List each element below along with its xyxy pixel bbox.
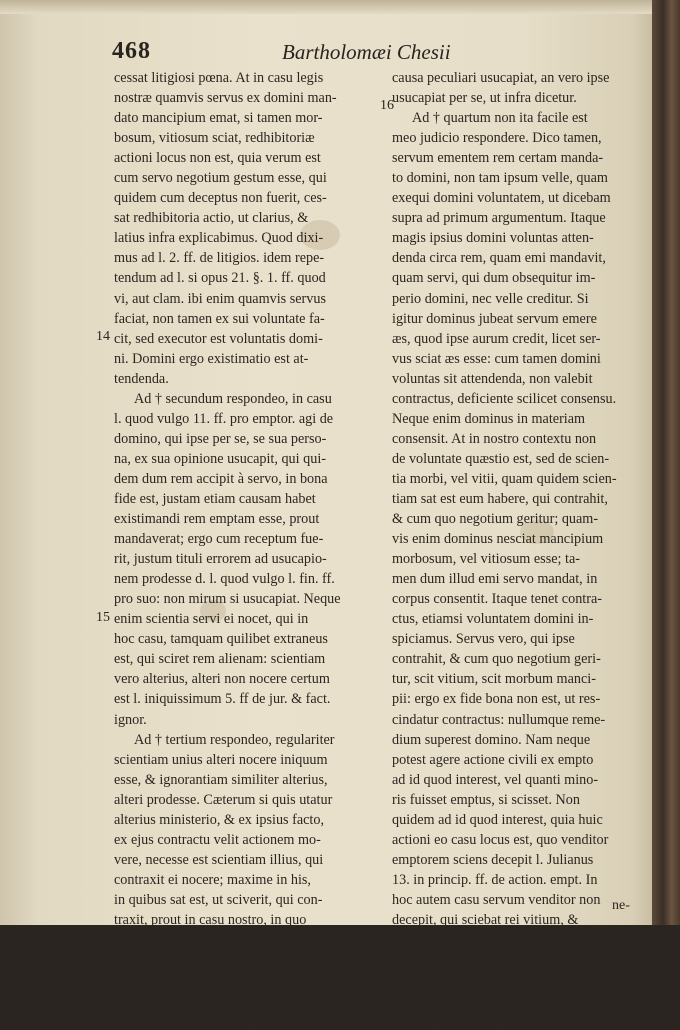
margin-number: 14	[96, 329, 110, 344]
text-line: Neque enim dominus in materiam	[392, 410, 586, 427]
text-line: sed servus, cui in hoc, & in cæteris	[392, 992, 591, 1009]
text-line: consensit. At in nostro contextu non	[392, 430, 597, 447]
text-line: agere velit: scientiam servi attendi ne-	[114, 972, 331, 989]
text-line: sat redhibitoria actio, ut clarius, &	[114, 210, 309, 227]
text-line: tendum ad l. si opus 21. §. 1. ff. quod	[114, 270, 326, 287]
text-line: etiam quanti minoris fuisset empturus,	[392, 952, 610, 969]
text-line: cindatur contractus: nullumque reme-	[392, 711, 606, 728]
text-line: tur, scit vitium, scit morbum manci-	[392, 671, 596, 688]
text-line: potest agere actione civili ex empto	[392, 751, 594, 768]
text-line: ad id quod interest, vel quanti mino-	[392, 771, 599, 788]
text-line: men dum illud emi servo mandat, in	[392, 571, 598, 588]
text-line: ris fuisset emptus, si scisset. Non	[392, 791, 580, 808]
text-line: minus, & ex contractu servi dominus	[114, 952, 324, 969]
text-line: vis enim dominus nesciat mancipium	[392, 531, 604, 548]
text-line: nem prodesse d. l. quod vulgo l. fin. ff.	[114, 571, 335, 588]
text-line: scientiam unius alteri nocere iniquum	[114, 751, 328, 768]
text-line: quidem ad id quod interest, quia huic	[392, 811, 603, 828]
left-column	[114, 68, 376, 1030]
margin-number: 15	[96, 610, 110, 625]
text-line: usucapiat per se, ut infra dicetur.	[392, 90, 577, 107]
text-line: vi, aut clam. ibi enim quamvis servus	[114, 290, 326, 307]
text-line: quam servi, qui dum obsequitur im-	[392, 270, 596, 287]
page-header	[112, 38, 592, 68]
text-line: to domini, non tam ipsum velle, quam	[392, 170, 608, 187]
text-line: mus ad l. 2. ff. de litigios. idem repe-	[114, 250, 325, 267]
text-line: hoc casu, tamquam quilibet extraneus	[114, 631, 328, 648]
text-line: quidem cum deceptus non fuerit, ces-	[114, 190, 327, 207]
text-line: exequi domini voluntatem, ut dicebam	[392, 190, 611, 207]
text-line: domino, qui ipse per se, se sua perso-	[114, 430, 327, 447]
text-line: latius infra explicabimus. Quod dixi-	[114, 230, 324, 247]
text-line: est l. iniquissimum 5. ff de jur. & fact.	[114, 691, 331, 708]
text-line: contrahit, & cum quo negotium geri-	[392, 651, 601, 668]
catchword: ne-	[612, 898, 630, 913]
text-line: fide est, justam etiam causam habet	[114, 490, 316, 507]
text-line: spiciamus. Servus vero, qui ipse	[392, 631, 575, 648]
text-line: causa peculiari usucapiat, an vero ipse	[392, 70, 610, 86]
text-line: existimandi rem emptam esse, prout	[114, 511, 320, 528]
text-line: emptorem sciens decepit l. Julianus	[392, 851, 594, 868]
text-line: l. quod vulgo 11. ff. pro emptor. agi de	[114, 410, 334, 427]
text-line: de voluntate quæstio est, sed de scien-	[392, 450, 610, 467]
text-line: actioni locus non est, quia verum est	[114, 150, 321, 167]
text-line: æs, quod ipse aurum credit, licet ser-	[392, 330, 601, 347]
text-line: vero alterius, alteri non nocere certum	[114, 671, 330, 688]
text-line: mandaverat; ergo cum receptum fue-	[114, 531, 324, 548]
text-line: Ad † quartum non ita facile est	[412, 110, 588, 127]
text-line: ni. Domini ergo existimatio est at-	[114, 350, 309, 367]
text-line: vus sciat æs esse: cum tamen domini	[392, 350, 601, 367]
text-line: servum ementem rem certam manda-	[392, 150, 604, 167]
text-line: contraxit ei nocere; maxime in his,	[114, 871, 311, 888]
text-line: Ad † tertium respondeo, regulariter	[134, 731, 335, 748]
text-line: bosum, vitiosum sciat, redhibitoriæ	[114, 130, 315, 147]
text-line: corpus consentit. Itaque tenet contra-	[392, 591, 602, 608]
page-number: 468	[112, 38, 151, 64]
text-line: meo judicio respondere. Dico tamen,	[392, 130, 602, 147]
text-line: pii: ergo ex fide bona non est, ut res-	[392, 691, 601, 708]
text-line: magis ipsius domini voluntas atten-	[392, 230, 594, 247]
book-spine	[652, 0, 680, 925]
page-top-edge	[0, 0, 652, 14]
text-line: ex ejus contractu velit actionem mo-	[114, 831, 321, 848]
text-line: dato mancipium emat, si tamen mor-	[114, 110, 323, 127]
text-line: igitur dominus jubeat servum emere	[392, 310, 597, 327]
text-line: 13. in princip. ff. de action. empt. In	[392, 871, 598, 888]
text-line: tendenda.	[114, 370, 169, 387]
text-line: decepit, qui sciebat rei vitium, &	[392, 911, 579, 928]
text-line: faciat, non tamen ex sui voluntate fa-	[114, 310, 325, 327]
text-line: cum quo negotium contraxit. Nec	[392, 932, 583, 949]
text-line: pro suo: non mirum si usucapiat. Neque	[114, 591, 341, 608]
text-line: cessat litigiosi pœna. At in casu legis	[114, 70, 324, 86]
running-head: Bartholomæi Chesii	[282, 40, 451, 64]
text-line: actioni eo casu locus est, quo venditor	[392, 831, 609, 848]
text-line: alterius ministerio, & ex ipsius facto,	[114, 811, 325, 828]
text-line: est, qui sciret rem alienam: scientiam	[114, 651, 326, 668]
text-line: supra ad primum argumentum. Itaque	[392, 210, 606, 227]
text-line: tiam sat est eum habere, qui contrahit,	[392, 490, 608, 507]
text-line: Ad † secundum respondeo, in casu	[134, 390, 332, 407]
text-line: denda circa rem, quam emi mandavit,	[392, 250, 606, 267]
text-line: hoc autem casu servum venditor non	[392, 891, 601, 908]
text-line: na, ex sua opinione usucapit, qui qui-	[114, 450, 326, 467]
text-line: alteri prodesse. Cæterum si quis utatur	[114, 791, 333, 808]
text-line: cum servo negotium gestum esse, qui	[114, 170, 327, 187]
text-line: enim scientia servi ei nocet, qui in	[114, 611, 309, 628]
text-line: dium superest domino. Nam neque	[392, 731, 591, 748]
text-line: quia pretium ipse dominus non dixit,	[392, 972, 601, 989]
text-line: ctus, etiamsi voluntatem domini in-	[392, 611, 594, 628]
text-line: tia morbi, vel vitii, quam quidem scien-	[392, 470, 617, 487]
text-line: traxit, prout in casu nostro, in quo	[114, 911, 307, 928]
text-line: cum servus ipse contraxerit, non do-	[114, 932, 321, 949]
text-line: etiam, præter rem ipsam emendam	[392, 1012, 589, 1029]
text-line: rit, justum tituli errorem ad usucapio-	[114, 551, 327, 568]
text-line: cit, sed executor est voluntatis domi-	[114, 330, 323, 347]
text-line: dem dum rem accipit à servo, in bona	[114, 470, 328, 487]
text-line: vere, necesse est scientiam illius, qui	[114, 851, 324, 868]
text-line: nostræ quamvis servus ex domini man-	[114, 90, 337, 107]
text-line: ignor.	[114, 711, 147, 728]
right-column	[392, 68, 642, 1030]
text-line: contractus, deficiente scilicet consensu.	[392, 390, 617, 407]
text-line: cesse est. Prout etiam videmus mul-	[114, 992, 319, 1009]
text-line: & cum quo negotium geritur; quam-	[392, 511, 599, 528]
text-line: morbosum, vel vitiosum esse; ta-	[392, 551, 580, 568]
text-line: voluntas sit attendenda, non valebit	[392, 370, 593, 387]
text-line: perio domini, nec velle creditur. Si	[392, 290, 589, 307]
margin-number: 16	[380, 98, 394, 113]
text-line: tum interesse, dominus per servum ex	[114, 1012, 330, 1029]
text-line: in quibus sat est, ut sciverit, qui con-	[114, 891, 323, 908]
text-line: esse, & ignorantiam similiter alterius,	[114, 771, 328, 788]
